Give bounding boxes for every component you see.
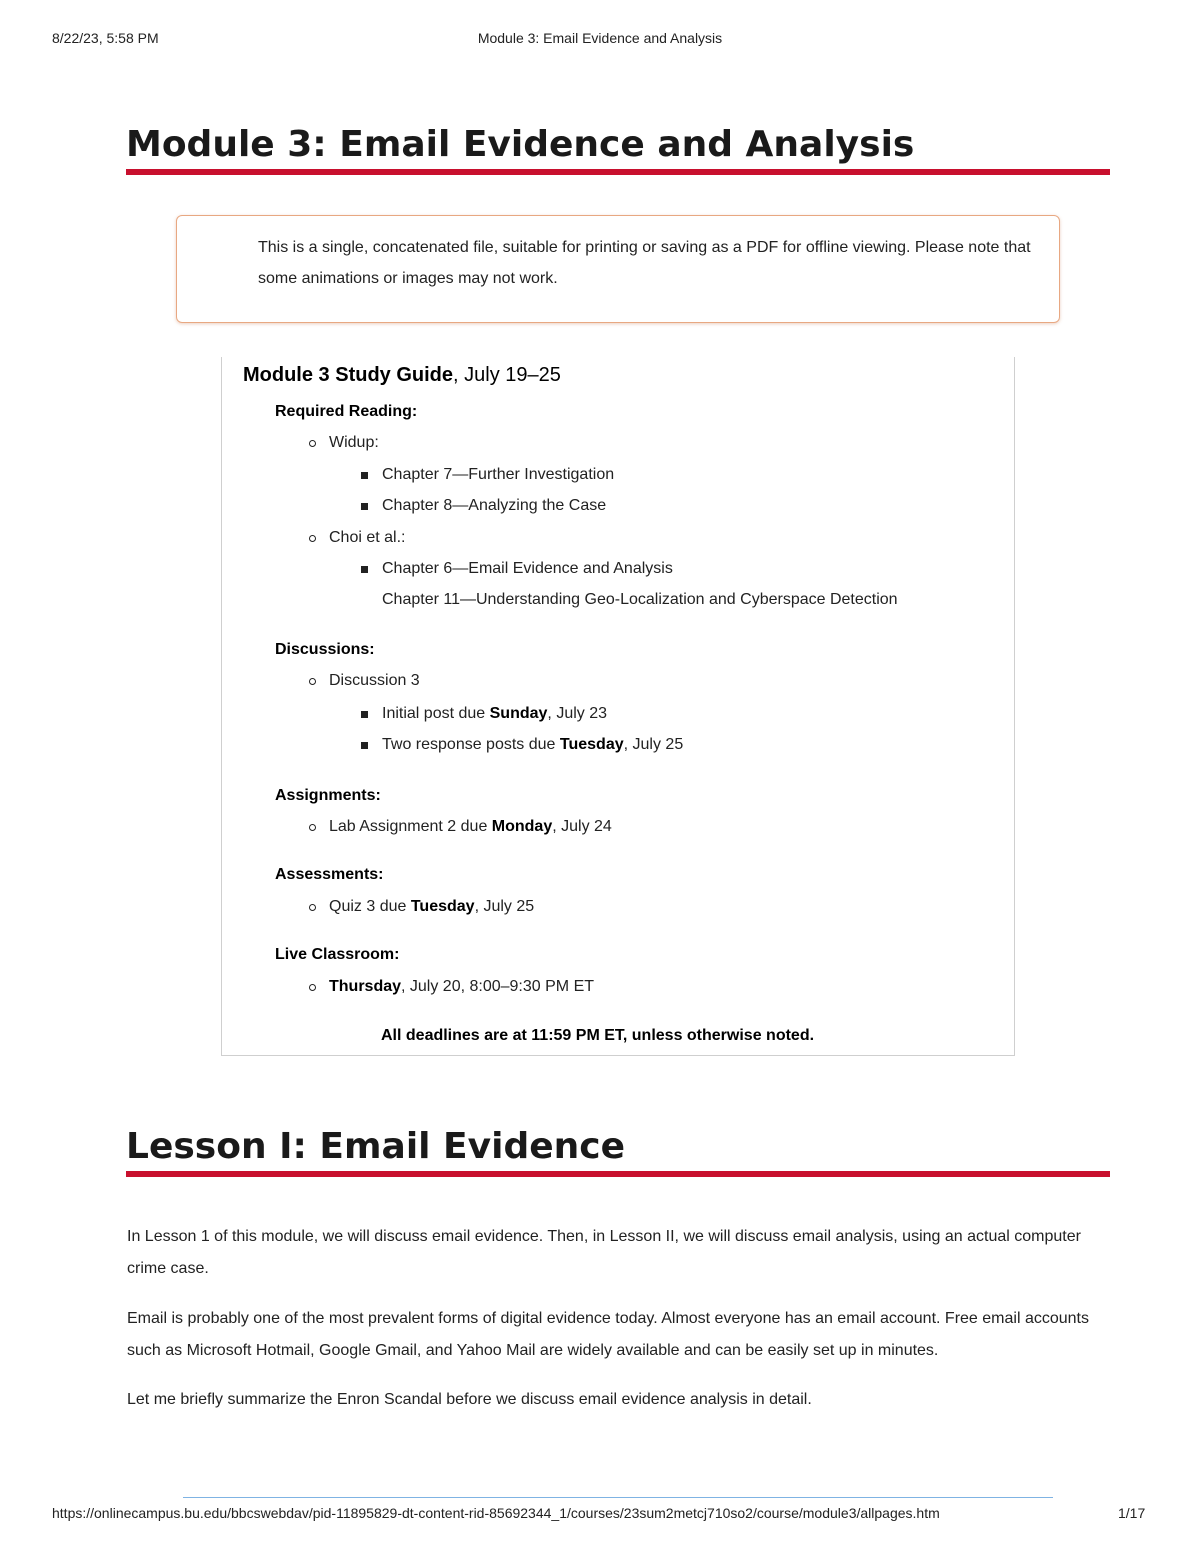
circle-bullet-icon [309, 440, 316, 447]
print-notice-text: This is a single, concatenated file, suitable for printing or saving as a PDF for offline viewing. Please note that some animations or images may not work. [258, 239, 1031, 287]
reading-widup-ch8: Chapter 8—Analyzing the Case [382, 497, 607, 514]
reading-widup-ch7: Chapter 7—Further Investigation [382, 466, 615, 483]
reading-widup: Widup: [329, 434, 379, 451]
reading-choi-ch6: Chapter 6—Email Evidence and Analysis [382, 560, 673, 577]
print-header-datetime: 8/22/23, 5:58 PM [52, 30, 159, 46]
required-reading-heading: Required Reading: [275, 403, 418, 420]
assignments-heading: Assignments: [275, 787, 381, 804]
deadline-note: All deadlines are at 11:59 PM ET, unless otherwise noted. [381, 1027, 815, 1044]
square-bullet-icon [361, 711, 368, 718]
circle-bullet-icon [309, 824, 316, 831]
discussion-response-posts: Two response posts due Tuesday, July 25 [382, 736, 684, 753]
reading-choi-ch11: Chapter 11—Understanding Geo-Localization and Cyberspace Detection [382, 591, 898, 608]
square-bullet-icon [361, 566, 368, 573]
study-guide-title: Module 3 Study Guide, July 19–25 [243, 364, 561, 386]
lesson-paragraph-2: Email is probably one of the most prevalent forms of digital evidence today. Almost everyone has an email account. Free email accounts such as Microsoft Hotmail, Google Gmail, and Yahoo Mail are widely available and can be easily set up in minutes. [127, 1310, 1089, 1359]
print-footer-url: https://onlinecampus.bu.edu/bbcswebdav/pid-11895829-dt-content-rid-85692344_1/courses/23sum2metcj710so2/course/module3/allpages.htm [52, 1505, 940, 1521]
print-notice-callout [176, 215, 1060, 323]
discussions-heading: Discussions: [275, 641, 375, 658]
circle-bullet-icon [309, 535, 316, 542]
square-bullet-icon [361, 742, 368, 749]
assessments-heading: Assessments: [275, 866, 384, 883]
discussion-initial-post: Initial post due Sunday, July 23 [382, 705, 608, 722]
square-bullet-icon [361, 503, 368, 510]
footer-divider [183, 1497, 1053, 1498]
assignment-item: Lab Assignment 2 due Monday, July 24 [329, 818, 612, 835]
circle-bullet-icon [309, 678, 316, 685]
lesson-paragraph-3: Let me briefly summarize the Enron Scandal before we discuss email evidence analysis in detail. [127, 1391, 812, 1408]
lesson-heading: Lesson I: Email Evidence [126, 1125, 1110, 1177]
live-classroom-heading: Live Classroom: [275, 946, 400, 963]
module-heading: Module 3: Email Evidence and Analysis [126, 123, 1110, 175]
reading-choi: Choi et al.: [329, 529, 406, 546]
print-header-title: Module 3: Email Evidence and Analysis [477, 30, 723, 46]
live-classroom-item: Thursday, July 20, 8:00–9:30 PM ET [329, 978, 595, 995]
print-footer-page-number: 1/17 [1118, 1505, 1146, 1521]
discussion-item: Discussion 3 [329, 672, 420, 689]
square-bullet-icon [361, 472, 368, 479]
assessment-item: Quiz 3 due Tuesday, July 25 [329, 898, 535, 915]
study-guide-box [221, 357, 1015, 1056]
circle-bullet-icon [309, 984, 316, 991]
lesson-paragraph-1: In Lesson 1 of this module, we will discuss email evidence. Then, in Lesson II, we will discuss email analysis, using an actual computer crime case. [127, 1228, 1081, 1277]
circle-bullet-icon [309, 904, 316, 911]
